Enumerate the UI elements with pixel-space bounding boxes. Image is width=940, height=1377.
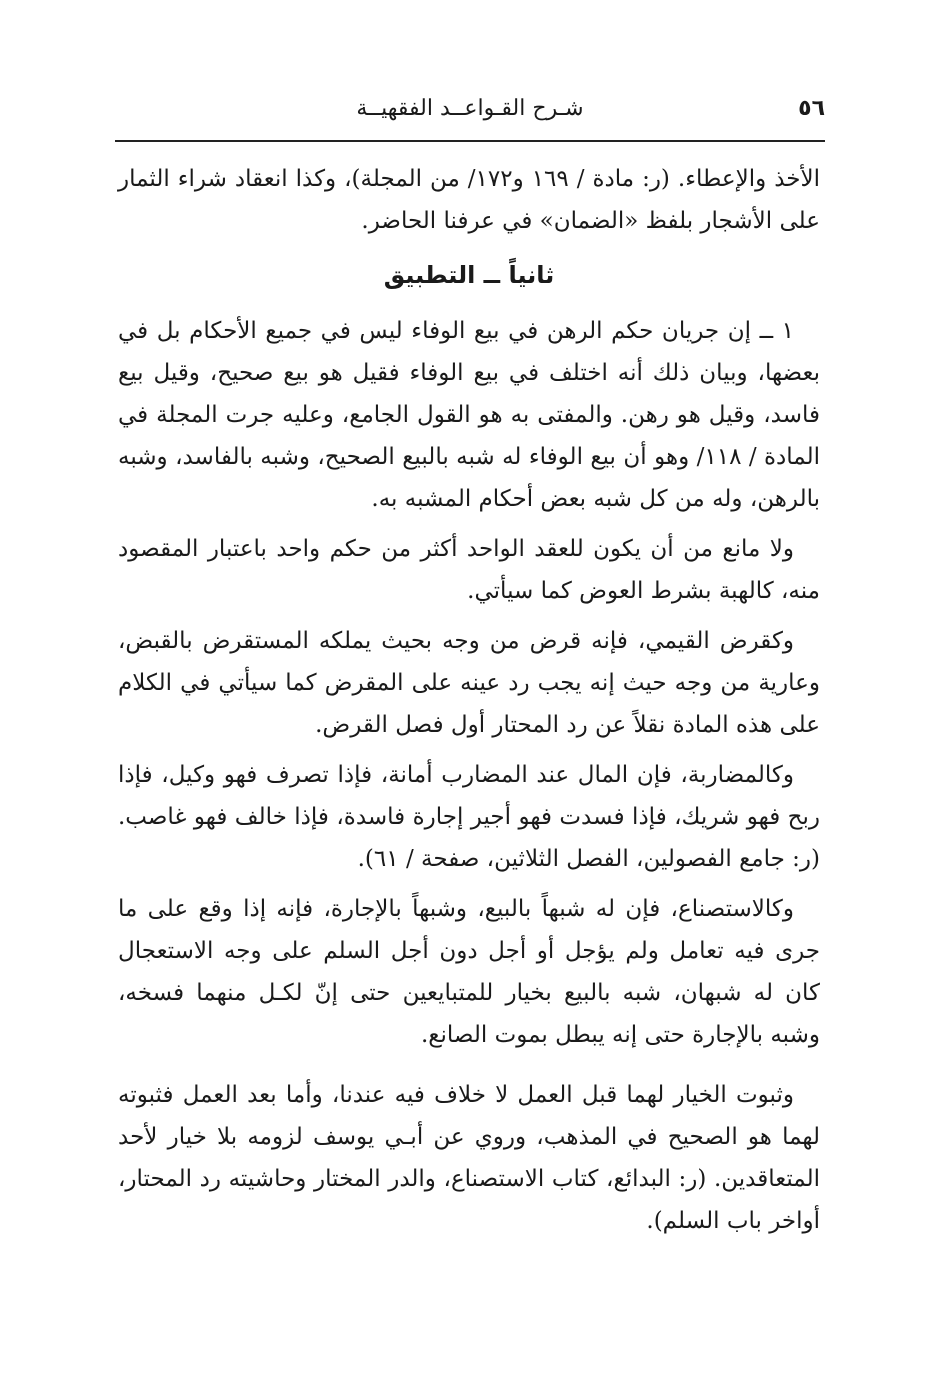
page-header [115, 92, 825, 132]
header-rule [115, 140, 825, 142]
paragraph-continued: الأخذ والإعطاء. (ر: مادة / ١٦٩ و١٧٢/ من المجلة)، وكذا انعقاد شراء الثمار على الأشجار بلفظ «الضمان» في عرفنا الحاضر. [118, 166, 820, 234]
paragraph-1: ١ ــ إن جريان حكم الرهن في بيع الوفاء ليس في جميع الأحكام بل في بعضها، وبيان ذلك أنه اختلف في بيع الوفاء فقيل هو بيع صحيح، وقيل بيع فاسد، وقيل هو رهن. والمفتى به هو القول الجامع، وعليه جرت المجلة في المادة / ١١٨/ وهو أن بيع الوفاء له شبه بالبيع الصحيح، وشبه بالفاسد، وشبه بالرهن، وله من كل شبه بعض أحكام المشبه به. [118, 318, 820, 512]
running-title: شـرح القـواعــد الفقهيــة [356, 96, 584, 121]
page-body [118, 158, 820, 1250]
paragraph-4: وكالمضاربة، فإن المال عند المضارب أمانة، فإذا تصرف فهو وكيل، فإذا ربح فهو شريك، فإذا فسدت فهو أجير إجارة فاسدة، فإذا خالف فهو غاصب. (ر: جامع الفصولين، الفصل الثلاثين، صفحة / ٦١). [118, 762, 820, 872]
paragraph-2: ولا مانع من أن يكون للعقد الواحد أكثر من حكم واحد باعتبار المقصود منه، كالهبة بشرط العوض كما سيأتي. [118, 536, 820, 604]
page-number: ٥٦ [798, 96, 825, 121]
paragraph-3: وكقرض القيمي، فإنه قرض من وجه بحيث يملكه المستقرض بالقبض، وعارية من وجه حيث إنه يجب رد عينه على المقرض كما سيأتي في الكلام على هذه المادة نقلاً عن رد المحتار أول فصل القرض. [118, 628, 820, 738]
paragraph-6: وثبوت الخيار لهما قبل العمل لا خلاف فيه عندنا، وأما بعد العمل فثبوته لهما هو الصحيح في المذهب، وروي عن أبـي يوسف لزومه بلا خيار لأحد المتعاقدين. (ر: البدائع، كتاب الاستصناع، والدر المختار وحاشيته رد المحتار، أواخر باب السلم). [118, 1082, 820, 1234]
paragraph-5: وكالاستصناع، فإن له شبهاً بالبيع، وشبهاً بالإجارة، فإنه إذا وقع على ما جرى فيه تعامل ولم يؤجل أو أجل دون أجل السلم على وجه الاستعجال كان له شبهان، شبه بالبيع بخيار للمتبايعين حتى إنّ لكـل منهما فسخه، وشبه بالإجارة حتى إنه يبطل بموت الصانع. [118, 896, 820, 1048]
section-heading: ثانياً ــ التطبيق [383, 261, 555, 289]
